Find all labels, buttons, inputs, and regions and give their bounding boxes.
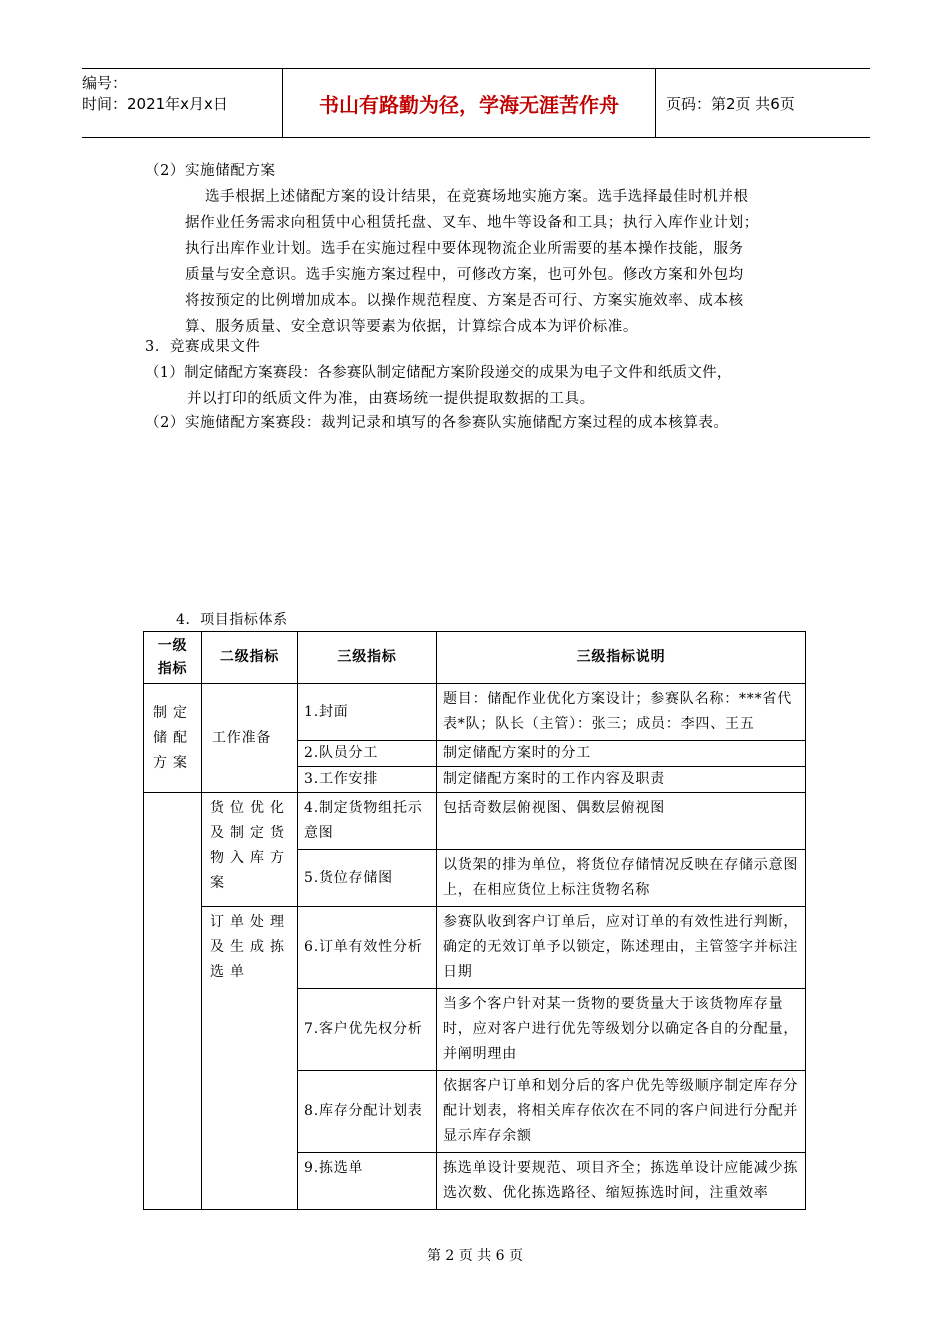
- list-item: （2）实施储配方案赛段：裁判记录和填写的各参赛队实施储配方案过程的成本核算表。: [145, 415, 729, 431]
- desc-cell: 参赛队收到客户订单后，应对订单的有效性进行判断，确定的无效订单予以锁定，陈述理由，主管签字并标注日期: [437, 907, 806, 989]
- level3-cell: 7.客户优先权分析: [298, 989, 437, 1071]
- level3-cell: 6.订单有效性分析: [298, 907, 437, 989]
- paragraph-line: 质量与安全意识。选手实施方案过程中，可修改方案，也可外包。修改方案和外包均: [185, 267, 744, 283]
- subsection-title: （2）实施储配方案: [145, 163, 276, 179]
- level2-cell: 货位优化及制定货物入库方案: [202, 793, 298, 907]
- level3-cell: 1.封面: [298, 684, 437, 741]
- table-row: [144, 907, 806, 989]
- page-header: [82, 68, 870, 138]
- desc-cell: 题目：储配作业优化方案设计；参赛队名称：***省代表*队；队长（主管）：张三；成员：李四、王五: [437, 684, 806, 741]
- page-footer: 第 2 页 共 6 页: [426, 1248, 524, 1264]
- table-row: [144, 684, 806, 741]
- level3-cell: 2.队员分工: [298, 741, 437, 767]
- indicator-table: [143, 631, 806, 1210]
- header-level1: 一级指标: [144, 632, 202, 684]
- header-left: [82, 69, 282, 137]
- header-level2: 二级指标: [202, 632, 298, 684]
- level3-cell: 8.库存分配计划表: [298, 1071, 437, 1153]
- level1-cell: 制定储配方案: [144, 684, 202, 793]
- table-row: [144, 793, 806, 850]
- table-caption: 4．项目指标体系: [176, 612, 288, 628]
- header-page-number: 页码：第2页 共6页: [666, 94, 795, 113]
- header-number: 编号：: [82, 74, 128, 92]
- table-header-row: [144, 632, 806, 684]
- section-title: 3．竞赛成果文件: [145, 339, 261, 355]
- paragraph-line: 执行出库作业计划。选手在实施过程中要体现物流企业所需要的基本操作技能，服务: [185, 241, 744, 257]
- header-motto: 书山有路勤为径，学海无涯苦作舟: [282, 69, 656, 137]
- level3-cell: 5.货位存储图: [298, 850, 437, 907]
- level1-cell-empty: [144, 793, 202, 1210]
- desc-cell: 制定储配方案时的分工: [437, 741, 806, 767]
- level3-cell: 3.工作安排: [298, 767, 437, 793]
- list-item: （1）制定储配方案赛段：各参赛队制定储配方案阶段递交的成果为电子文件和纸质文件，: [145, 365, 732, 381]
- desc-cell: 以货架的排为单位，将货位存储情况反映在存储示意图上，在相应货位上标注货物名称: [437, 850, 806, 907]
- desc-cell: 依据客户订单和划分后的客户优先等级顺序制定库存分配计划表，将相关库存依次在不同的客户间进行分配并显示库存余额: [437, 1071, 806, 1153]
- header-level3: 三级指标: [298, 632, 437, 684]
- paragraph-line: 将按预定的比例增加成本。以操作规范程度、方案是否可行、方案实施效率、成本核: [185, 293, 744, 309]
- level2-cell: 工作准备: [202, 684, 298, 793]
- paragraph-line: 据作业任务需求向租赁中心租赁托盘、叉车、地牛等设备和工具；执行入库作业计划；: [185, 215, 759, 231]
- level3-cell: 9.拣选单: [298, 1153, 437, 1210]
- desc-cell: 制定储配方案时的工作内容及职责: [437, 767, 806, 793]
- header-level3-desc: 三级指标说明: [437, 632, 806, 684]
- header-date: 时间：2021年x月x日: [82, 95, 228, 113]
- level3-cell: 4.制定货物组托示意图: [298, 793, 437, 850]
- desc-cell: 包括奇数层俯视图、偶数层俯视图: [437, 793, 806, 850]
- level2-cell: 订单处理及生成拣选单: [202, 907, 298, 1210]
- list-item-continued: 并以打印的纸质文件为准，由赛场统一提供提取数据的工具。: [187, 391, 595, 407]
- desc-cell: 当多个客户针对某一货物的要货量大于该货物库存量时，应对客户进行优先等级划分以确定各自的分配量，并阐明理由: [437, 989, 806, 1071]
- paragraph-line: 算、服务质量、安全意识等要素为依据，计算综合成本为评价标准。: [185, 319, 638, 335]
- paragraph-line: 选手根据上述储配方案的设计结果，在竞赛场地实施方案。选手选择最佳时机并根: [205, 189, 749, 205]
- desc-cell: 拣选单设计要规范、项目齐全；拣选单设计应能减少拣选次数、优化拣选路径、缩短拣选时间，注重效率: [437, 1153, 806, 1210]
